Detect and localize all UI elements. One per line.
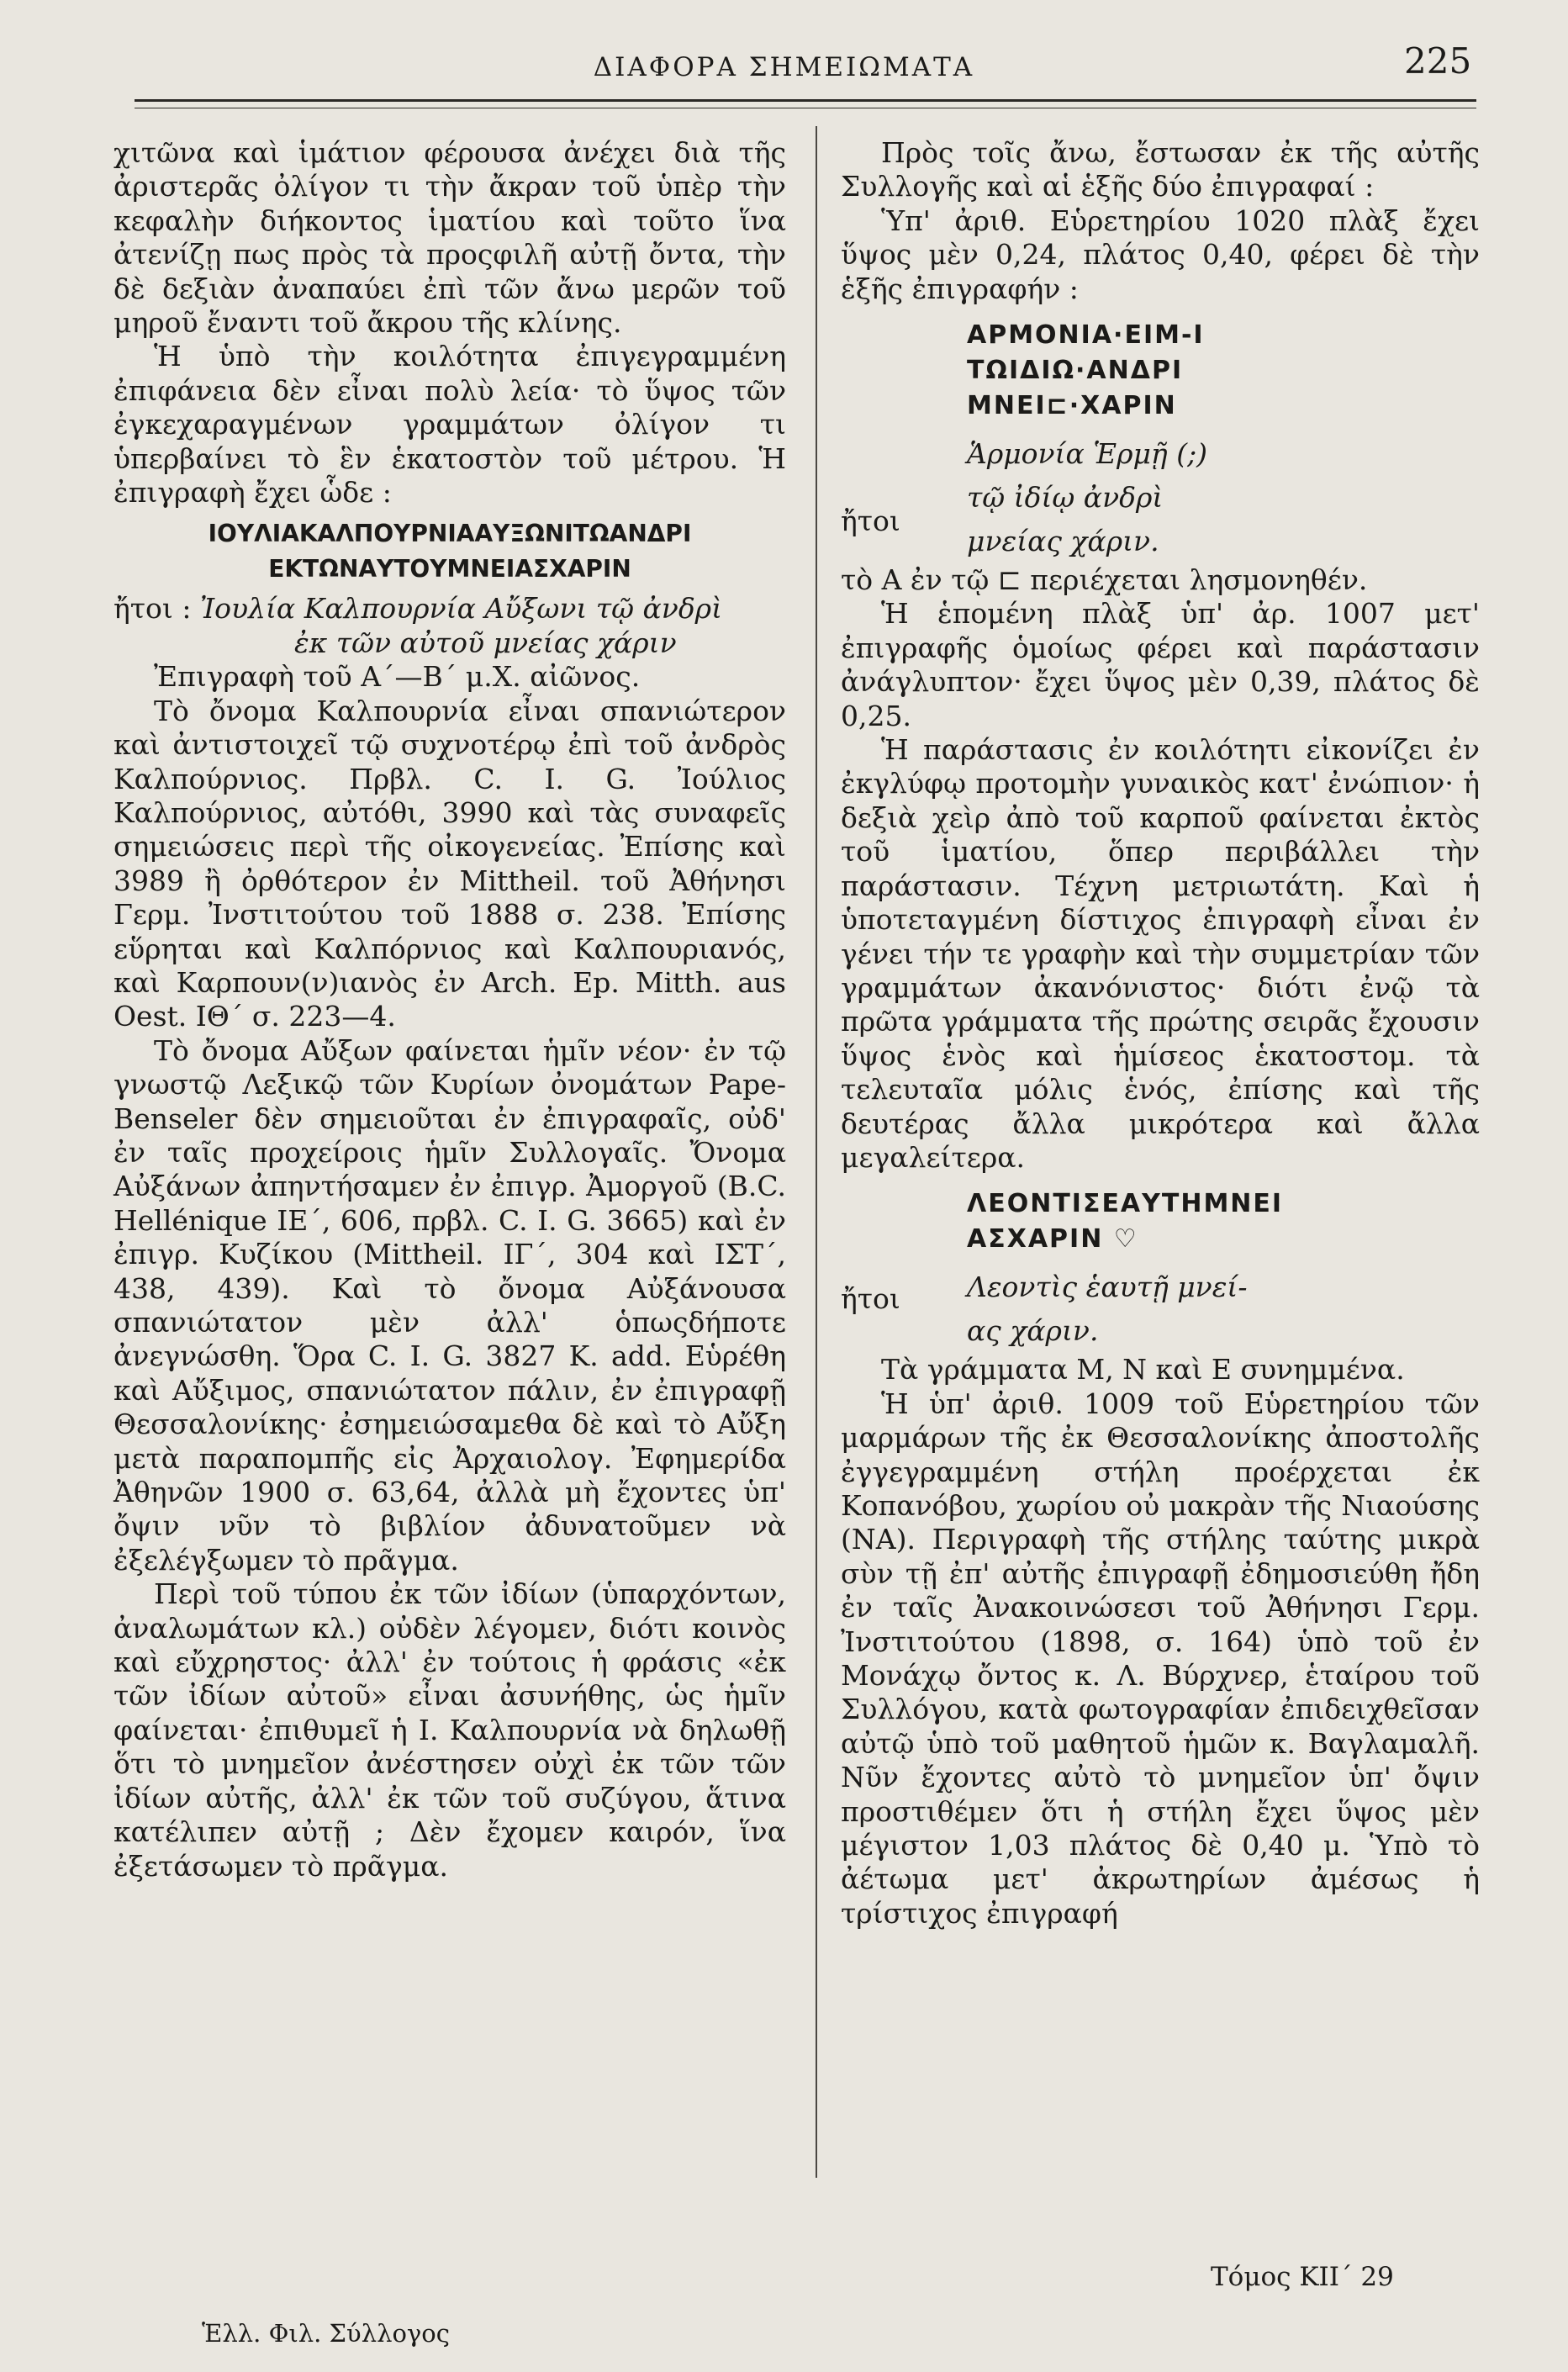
right-column bbox=[841, 136, 1480, 1931]
transliteration-julia bbox=[114, 592, 786, 660]
inscription-leontis-line-1: ΛΕΟΝΤΙΣΕΑΥΤΗΜΝΕΙ bbox=[967, 1189, 1284, 1219]
transliteration-julia-line-2: ἐκ τῶν αὐτοῦ μνείας χάριν bbox=[294, 626, 677, 659]
transliteration-leontis bbox=[841, 1265, 1480, 1353]
left-paragraph-3: Ἐπιγραφὴ τοῦ Α΄—Β΄ μ.Χ. αἰῶνος. bbox=[154, 660, 641, 694]
transliteration-leontis-label: ἤτοι bbox=[841, 1282, 900, 1316]
transliteration-harmonia-label: ἤτοι bbox=[841, 505, 900, 538]
column-divider bbox=[816, 126, 817, 2178]
inscription-julia bbox=[114, 516, 786, 587]
inscription-harmonia-line-3: ΜΝΕΙ⊏·ΧΑΡΙΝ bbox=[967, 391, 1177, 421]
right-paragraph-4: Ἡ ἑπομένη πλὰξ ὑπ' ἀρ. 1007 μετ' ἐπιγραφῆς ὁμοίως φέρει καὶ παράστασιν ἀνάγλυπτον· ἔχει ὕψος μὲν 0,39, πλάτος δὲ 0,25. bbox=[841, 597, 1480, 732]
transliteration-leontis-line-2: ας χάριν. bbox=[967, 1314, 1099, 1348]
inscription-julia-line-2: ΕΚΤΩΝΑΥΤΟΥΜΝΕΙΑΣΧΑΡΙΝ bbox=[268, 555, 631, 584]
transliteration-harmonia bbox=[841, 432, 1480, 563]
right-paragraph-7: Ἡ ὑπ' ἀριθ. 1009 τοῦ Εὑρετηρίου τῶν μαρμάρων τῆς ἐκ Θεσσαλονίκης ἀποστολῆς ἐγγεγραμμένη στήλη προέρχεται ἐκ Κοπανόβου, χωρίου οὐ μακρὰν τῆς Νιαούσης (ΝΑ). Περιγραφὴ τῆς στήλης ταύτης μικρὰ σὺν τῇ ἐπ' αὐτῆς ἐπιγραφῇ ἐδημοσιεύθη ἤδη ἐν ταῖς Ἀνακοινώσεσι τοῦ Ἀθήνησι Γερμ. Ἰνστιτούτου (1898, σ. 164) ὑπὸ τοῦ ἐν Μονάχῳ ὄντος κ. Λ. Βύρχνερ, ἑταίρου τοῦ Συλλόγου, κατὰ φωτογραφίαν ἐπιδειχθεῖσαν αὐτῷ ὑπὸ τοῦ μαθητοῦ ἡμῶν κ. Βαγλαμαλῆ. Νῦν ἔχοντες αὐτὸ τὸ μνημεῖον ὑπ' ὄψιν προστιθέμεν ὅτι ἡ στήλη ἔχει ὕψος μὲν μέγιστον 1,03 πλάτος δὲ 0,40 μ. Ὑπὸ τὸ ἀέτωμα μετ' ἀκρωτηρίων ἀμέσως ἡ τρίστιχος ἐπιγραφή bbox=[841, 1387, 1480, 1930]
inscription-harmonia bbox=[967, 318, 1480, 424]
inscription-harmonia-line-2: ΤΩΙΔΙΩ·ΑΝΔΡΙ bbox=[967, 356, 1184, 386]
transliteration-harmonia-text bbox=[967, 432, 1480, 563]
right-paragraph-6: Τὰ γράμματα Μ, Ν καὶ Ε συνημμένα. bbox=[881, 1353, 1405, 1387]
inscription-julia-line-1: ΙΟΥΛΙΑΚΑΛΠΟΥΡΝΙΑΑΥΞΩΝΙΤΩΑΝΔΡΙ bbox=[208, 520, 692, 548]
page-number: 225 bbox=[1404, 40, 1472, 82]
right-paragraph-3: τὸ Α ἐν τῷ ⊏ περιέχεται λησμονηθέν. bbox=[841, 563, 1368, 597]
left-paragraph-1: χιτῶνα καὶ ἱμάτιον φέρουσα ἀνέχει διὰ τῆς ἀριστερᾶς ὀλίγον τι τὴν ἄκραν τοῦ ὑπὲρ τὴν κεφαλὴν διήκοντος ἱματίου καὶ τοῦτο ἵνα ἀτενίζῃ πως πρὸς τὰ προςφιλῆ αὐτῇ ὄντα, τὴν δὲ δεξιὰν ἀναπαύει ἐπὶ τῶν ἄνω μερῶν τοῦ μηροῦ ἔναντι τοῦ ἄκρου τῆς κλίνης. bbox=[114, 136, 786, 340]
transliteration-julia-line-1: Ἰουλία Καλπουρνία Αὔξωνι τῷ ἀνδρὶ bbox=[199, 592, 723, 626]
transliteration-harmonia-line-3: μνείας χάριν. bbox=[967, 525, 1159, 558]
transliteration-harmonia-line-2: τῷ ἰδίῳ ἀνδρὶ bbox=[967, 481, 1164, 515]
right-paragraph-2: Ὑπ' ἀριθ. Εὑρετηρίου 1020 πλὰξ ἔχει ὕψος μὲν 0,24, πλάτος 0,40, φέρει δὲ τὴν ἑξῆς ἐπιγραφήν : bbox=[841, 203, 1480, 305]
left-paragraph-5: Τὸ ὄνομα Αὔξων φαίνεται ἡμῖν νέον· ἐν τῷ γνωστῷ Λεξικῷ τῶν Κυρίων ὀνομάτων Pape-Benseler δὲν σημειοῦται ἐν ἐπιγραφαῖς, οὐδ' ἐν ταῖς προχείροις ἡμῖν Συλλογαῖς. Ὄνομα Αὐξάνων ἀπηντήσαμεν ἐν ἐπιγρ. Ἀμοργοῦ (B.C. Hellénique IE΄, 606, πρβλ. C. I. G. 3665) καὶ ἐν ἐπιγρ. Κυζίκου (Mittheil. ΙΓ΄, 304 καὶ ΙΣΤ΄, 438, 439). Καὶ τὸ ὄνομα Αὐξάνουσα σπανιώτατον μὲν ἀλλ' ὁπωςδήποτε ἀνεγνώσθη. Ὅρα C. I. G. 3827 K. add. Εὑρέθη καὶ Αὔξιμος, σπανιώτατον πάλιν, ἐν ἐπιγραφῇ Θεσσαλονίκης· ἐσημειώσαμεθα δὲ καὶ τὸ Αὔξη μετὰ παραπομπῆς εἰς Ἀρχαιολογ. Ἐφημερίδα Ἀθηνῶν 1900 σ. 63,64, ἀλλὰ μὴ ἔχοντες ὑπ' ὄψιν νῦν τὸ βιβλίον ἀδυνατοῦμεν νὰ ἐξελέγξωμεν τὸ πρᾶγμα. bbox=[114, 1033, 786, 1577]
inscription-harmonia-line-1: ΑΡΜΟΝΙΑ·ΕΙΜ-Ι bbox=[967, 320, 1205, 351]
running-title: ΔΙΑΦΟΡΑ ΣΗΜΕΙΩΜΑΤΑ bbox=[593, 52, 975, 82]
transliteration-leontis-text bbox=[967, 1265, 1480, 1353]
volume-mark: Τόμος ΚΙΙ΄ 29 bbox=[1211, 2262, 1394, 2292]
right-paragraph-1: Πρὸς τοῖς ἄνω, ἔστωσαν ἐκ τῆς αὐτῆς Συλλογῆς καὶ αἱ ἑξῆς δύο ἐπιγραφαί : bbox=[841, 136, 1480, 203]
transliteration-harmonia-line-1: Ἁρμονία Ἑρμῇ (;) bbox=[967, 437, 1208, 471]
transliteration-prefix: ἤτοι : bbox=[114, 592, 192, 626]
inscription-leontis-line-2: ΑΣΧΑΡΙΝ ♡ bbox=[967, 1224, 1138, 1255]
inscription-leontis bbox=[967, 1186, 1480, 1257]
left-paragraph-2: Ἡ ὑπὸ τὴν κοιλότητα ἐπιγεγραμμένη ἐπιφάνεια δὲν εἶναι πολὺ λεία· τὸ ὕψος τῶν ἐγκεχαραγμένων γραμμάτων ὀλίγον τι ὑπερβαίνει τὸ ἓν ἑκατοστὸν τοῦ μέτρου. Ἡ ἐπιγραφὴ ἔχει ὧδε : bbox=[114, 340, 786, 510]
transliteration-leontis-line-1: Λεοντὶς ἑαυτῇ μνεί- bbox=[967, 1271, 1248, 1304]
header-rule bbox=[135, 99, 1476, 102]
left-paragraph-6: Περὶ τοῦ τύπου ἐκ τῶν ἰδίων (ὑπαρχόντων, ἀναλωμάτων κλ.) οὐδὲν λέγομεν, διότι κοινὸς καὶ εὔχρηστος· ἀλλ' ἐν τούτοις ἡ φράσις «ἐκ τῶν ἰδίων αὐτοῦ» εἶναι ἀσυνήθης, ὡς ἡμῖν φαίνεται· ἐπιθυμεῖ ἡ Ι. Καλπουρνία νὰ δηλωθῇ ὅτι τὸ μνημεῖον ἀνέστησεν οὐχὶ ἐκ τῶν τῶν ἰδίων αὐτῆς, ἀλλ' ἐκ τῶν τοῦ συζύγου, ἅτινα κατέλιπεν αὐτῇ ; Δὲν ἔχομεν καιρόν, ἵνα ἐξετάσωμεν τὸ πρᾶγμα. bbox=[114, 1577, 786, 1883]
left-column bbox=[114, 136, 786, 1883]
right-paragraph-5: Ἡ παράστασις ἐν κοιλότητι εἰκονίζει ἐν ἐκγλύφῳ προτομὴν γυναικὸς κατ' ἐνώπιον· ἡ δεξιὰ χεὶρ ἀπὸ τοῦ καρποῦ φαίνεται ἐκτὸς τοῦ ἱματίου, ὅπερ περιβάλλει τὴν παράστασιν. Τέχνη μετριωτάτη. Καὶ ἡ ὑποτεταγμένη δίστιχος ἐπιγραφὴ εἶναι ἐν γένει τήν τε γραφὴν καὶ τὴν συμμετρίαν τῶν γραμμάτων ἀκανόνιστος· διότι ἐνῷ τὰ πρῶτα γράμματα τῆς πρώτης σειρᾶς ἔχουσιν ὕψος ἑνὸς καὶ ἡμίσεος ἑκατοστομ. τὰ τελευταῖα μόλις ἑνός, ἐπίσης καὶ τῆς δευτέρας ἄλλα μικρότερα καὶ ἄλλα μεγαλείτερα. bbox=[841, 733, 1480, 1174]
left-paragraph-4: Τὸ ὄνομα Καλπουρνία εἶναι σπανιώτερον καὶ ἀντιστοιχεῖ τῷ συχνοτέρῳ ἐπὶ τοῦ ἀνδρὸς Καλπούρνιος. Πρβλ. C. I. G. Ἰούλιος Καλπούρνιος, αὐτόθι, 3990 καὶ τὰς συναφεῖς σημειώσεις περὶ τῆς οἰκογενείας. Ἐπίσης καὶ 3989 ἢ ὀρθότερον ἐν Mittheil. τοῦ Ἀθήνησι Γερμ. Ἰνστιτούτου τοῦ 1888 σ. 238. Ἐπίσης εὕρηται καὶ Καλπόρνιος καὶ Καλπουριανός, καὶ Καρπουν(ν)ιανὸς ἐν Arch. Ep. Mitth. aus Oest. ΙΘ΄ σ. 223—4. bbox=[114, 694, 786, 1033]
printer-signature: Ἑλλ. Φιλ. Σύλλογος bbox=[202, 2319, 450, 2348]
